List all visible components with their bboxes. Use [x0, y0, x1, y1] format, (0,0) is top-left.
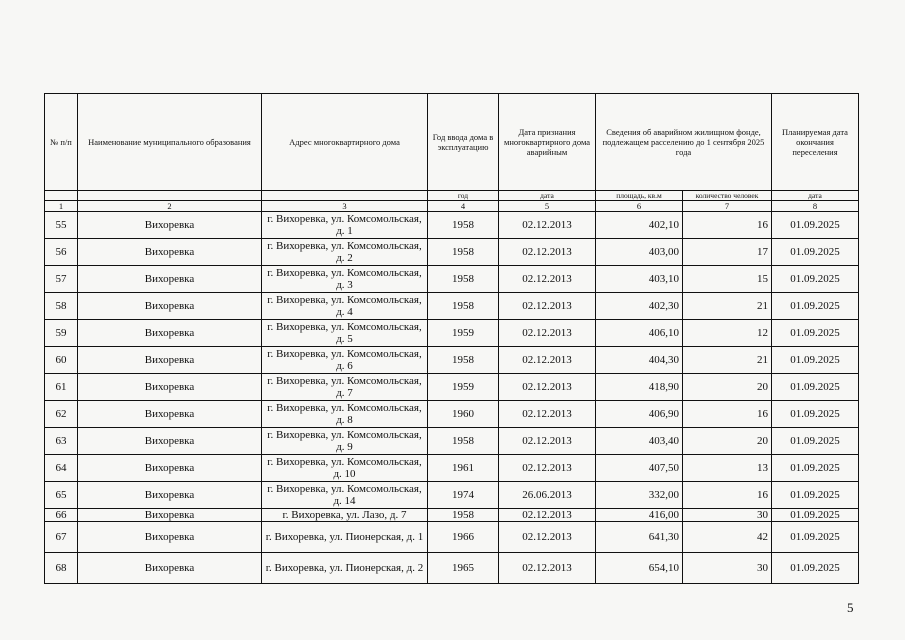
year-built: 1958	[428, 212, 499, 239]
emergency-date: 02.12.2013	[499, 374, 596, 401]
municipality: Вихоревка	[78, 428, 262, 455]
year-built: 1958	[428, 428, 499, 455]
people-count: 21	[683, 347, 772, 374]
address: г. Вихоревка, ул. Комсомольская, д. 6	[262, 347, 428, 374]
row-number: 65	[45, 482, 78, 509]
address: г. Вихоревка, ул. Лазо, д. 7	[262, 509, 428, 522]
row-number: 58	[45, 293, 78, 320]
people-count: 30	[683, 509, 772, 522]
emergency-date: 02.12.2013	[499, 428, 596, 455]
emergency-date: 02.12.2013	[499, 293, 596, 320]
year-built: 1960	[428, 401, 499, 428]
table-row	[45, 522, 859, 553]
planned-end-date: 01.09.2025	[772, 293, 859, 320]
year-built: 1958	[428, 509, 499, 522]
planned-end-date: 01.09.2025	[772, 509, 859, 522]
emergency-date: 02.12.2013	[499, 320, 596, 347]
address: г. Вихоревка, ул. Пионерская, д. 1	[262, 522, 428, 553]
emergency-date: 02.12.2013	[499, 347, 596, 374]
municipality: Вихоревка	[78, 212, 262, 239]
table-row	[45, 212, 859, 239]
planned-end-date: 01.09.2025	[772, 212, 859, 239]
area: 402,30	[596, 293, 683, 320]
subheader-area: площадь, кв.м	[596, 191, 683, 201]
municipality: Вихоревка	[78, 374, 262, 401]
row-number: 56	[45, 239, 78, 266]
emergency-date: 02.12.2013	[499, 239, 596, 266]
address: г. Вихоревка, ул. Комсомольская, д. 3	[262, 266, 428, 293]
column-number: 4	[428, 201, 499, 212]
municipality: Вихоревка	[78, 239, 262, 266]
header-emergency-date: Дата признания многоквартирного дома аварийным	[499, 94, 596, 191]
subheader-cell	[262, 191, 428, 201]
table-row	[45, 239, 859, 266]
people-count: 21	[683, 293, 772, 320]
year-built: 1958	[428, 293, 499, 320]
table-row	[45, 401, 859, 428]
header-emergency-housing-info: Сведения об аварийном жилищном фонде, подлежащем расселению до 1 сентября 2025 года	[596, 94, 772, 191]
area: 402,10	[596, 212, 683, 239]
year-built: 1965	[428, 553, 499, 584]
header-year-built: Год ввода дома в эксплуатацию	[428, 94, 499, 191]
people-count: 42	[683, 522, 772, 553]
people-count: 20	[683, 374, 772, 401]
emergency-date: 02.12.2013	[499, 401, 596, 428]
column-number: 1	[45, 201, 78, 212]
subheader-end-date: дата	[772, 191, 859, 201]
year-built: 1966	[428, 522, 499, 553]
area: 403,40	[596, 428, 683, 455]
area: 407,50	[596, 455, 683, 482]
area: 416,00	[596, 509, 683, 522]
people-count: 30	[683, 553, 772, 584]
address: г. Вихоревка, ул. Комсомольская, д. 14	[262, 482, 428, 509]
municipality: Вихоревка	[78, 522, 262, 553]
planned-end-date: 01.09.2025	[772, 401, 859, 428]
planned-end-date: 01.09.2025	[772, 374, 859, 401]
column-number: 6	[596, 201, 683, 212]
column-number: 2	[78, 201, 262, 212]
planned-end-date: 01.09.2025	[772, 320, 859, 347]
table-row	[45, 374, 859, 401]
row-number: 61	[45, 374, 78, 401]
emergency-date: 02.12.2013	[499, 553, 596, 584]
table-row	[45, 553, 859, 584]
header-address: Адрес многоквартирного дома	[262, 94, 428, 191]
row-number: 68	[45, 553, 78, 584]
address: г. Вихоревка, ул. Комсомольская, д. 2	[262, 239, 428, 266]
table-row	[45, 347, 859, 374]
address: г. Вихоревка, ул. Комсомольская, д. 9	[262, 428, 428, 455]
people-count: 16	[683, 401, 772, 428]
address: г. Вихоревка, ул. Комсомольская, д. 1	[262, 212, 428, 239]
area: 406,90	[596, 401, 683, 428]
column-number: 8	[772, 201, 859, 212]
area: 418,90	[596, 374, 683, 401]
area: 654,10	[596, 553, 683, 584]
municipality: Вихоревка	[78, 401, 262, 428]
municipality: Вихоревка	[78, 293, 262, 320]
municipality: Вихоревка	[78, 320, 262, 347]
subheader-cell	[78, 191, 262, 201]
year-built: 1974	[428, 482, 499, 509]
row-number: 67	[45, 522, 78, 553]
table-row	[45, 320, 859, 347]
year-built: 1958	[428, 266, 499, 293]
municipality: Вихоревка	[78, 455, 262, 482]
column-number: 3	[262, 201, 428, 212]
area: 403,00	[596, 239, 683, 266]
table-row	[45, 455, 859, 482]
column-number: 5	[499, 201, 596, 212]
row-number: 60	[45, 347, 78, 374]
column-number: 7	[683, 201, 772, 212]
planned-end-date: 01.09.2025	[772, 522, 859, 553]
year-built: 1961	[428, 455, 499, 482]
row-number: 57	[45, 266, 78, 293]
planned-end-date: 01.09.2025	[772, 482, 859, 509]
year-built: 1959	[428, 320, 499, 347]
year-built: 1958	[428, 239, 499, 266]
area: 403,10	[596, 266, 683, 293]
planned-end-date: 01.09.2025	[772, 239, 859, 266]
people-count: 16	[683, 212, 772, 239]
emergency-date: 02.12.2013	[499, 455, 596, 482]
municipality: Вихоревка	[78, 347, 262, 374]
emergency-date: 02.12.2013	[499, 522, 596, 553]
address: г. Вихоревка, ул. Комсомольская, д. 7	[262, 374, 428, 401]
table-row	[45, 266, 859, 293]
planned-end-date: 01.09.2025	[772, 347, 859, 374]
row-number: 62	[45, 401, 78, 428]
table-row	[45, 509, 859, 522]
emergency-date: 02.12.2013	[499, 212, 596, 239]
header-municipality: Наименование муниципального образования	[78, 94, 262, 191]
resettlement-table	[44, 93, 859, 584]
planned-end-date: 01.09.2025	[772, 455, 859, 482]
municipality: Вихоревка	[78, 266, 262, 293]
subheader-year: год	[428, 191, 499, 201]
planned-end-date: 01.09.2025	[772, 266, 859, 293]
address: г. Вихоревка, ул. Комсомольская, д. 10	[262, 455, 428, 482]
row-number: 59	[45, 320, 78, 347]
address: г. Вихоревка, ул. Пионерская, д. 2	[262, 553, 428, 584]
table-row	[45, 428, 859, 455]
row-number: 64	[45, 455, 78, 482]
planned-end-date: 01.09.2025	[772, 428, 859, 455]
emergency-date: 02.12.2013	[499, 509, 596, 522]
page-number: 5	[847, 600, 854, 615]
area: 404,30	[596, 347, 683, 374]
row-number: 55	[45, 212, 78, 239]
table-row	[45, 293, 859, 320]
municipality: Вихоревка	[78, 509, 262, 522]
people-count: 17	[683, 239, 772, 266]
row-number: 63	[45, 428, 78, 455]
header-planned-end-date: Планируемая дата окончания переселения	[772, 94, 859, 191]
emergency-date: 02.12.2013	[499, 266, 596, 293]
people-count: 16	[683, 482, 772, 509]
header-row-number: № п/п	[45, 94, 78, 191]
subheader-cell	[45, 191, 78, 201]
subheader-people: количество человек	[683, 191, 772, 201]
year-built: 1958	[428, 347, 499, 374]
people-count: 12	[683, 320, 772, 347]
table-row	[45, 482, 859, 509]
area: 406,10	[596, 320, 683, 347]
address: г. Вихоревка, ул. Комсомольская, д. 5	[262, 320, 428, 347]
address: г. Вихоревка, ул. Комсомольская, д. 4	[262, 293, 428, 320]
people-count: 20	[683, 428, 772, 455]
planned-end-date: 01.09.2025	[772, 553, 859, 584]
municipality: Вихоревка	[78, 553, 262, 584]
subheader-date: дата	[499, 191, 596, 201]
area: 641,30	[596, 522, 683, 553]
row-number: 66	[45, 509, 78, 522]
year-built: 1959	[428, 374, 499, 401]
people-count: 13	[683, 455, 772, 482]
municipality: Вихоревка	[78, 482, 262, 509]
area: 332,00	[596, 482, 683, 509]
address: г. Вихоревка, ул. Комсомольская, д. 8	[262, 401, 428, 428]
people-count: 15	[683, 266, 772, 293]
emergency-date: 26.06.2013	[499, 482, 596, 509]
